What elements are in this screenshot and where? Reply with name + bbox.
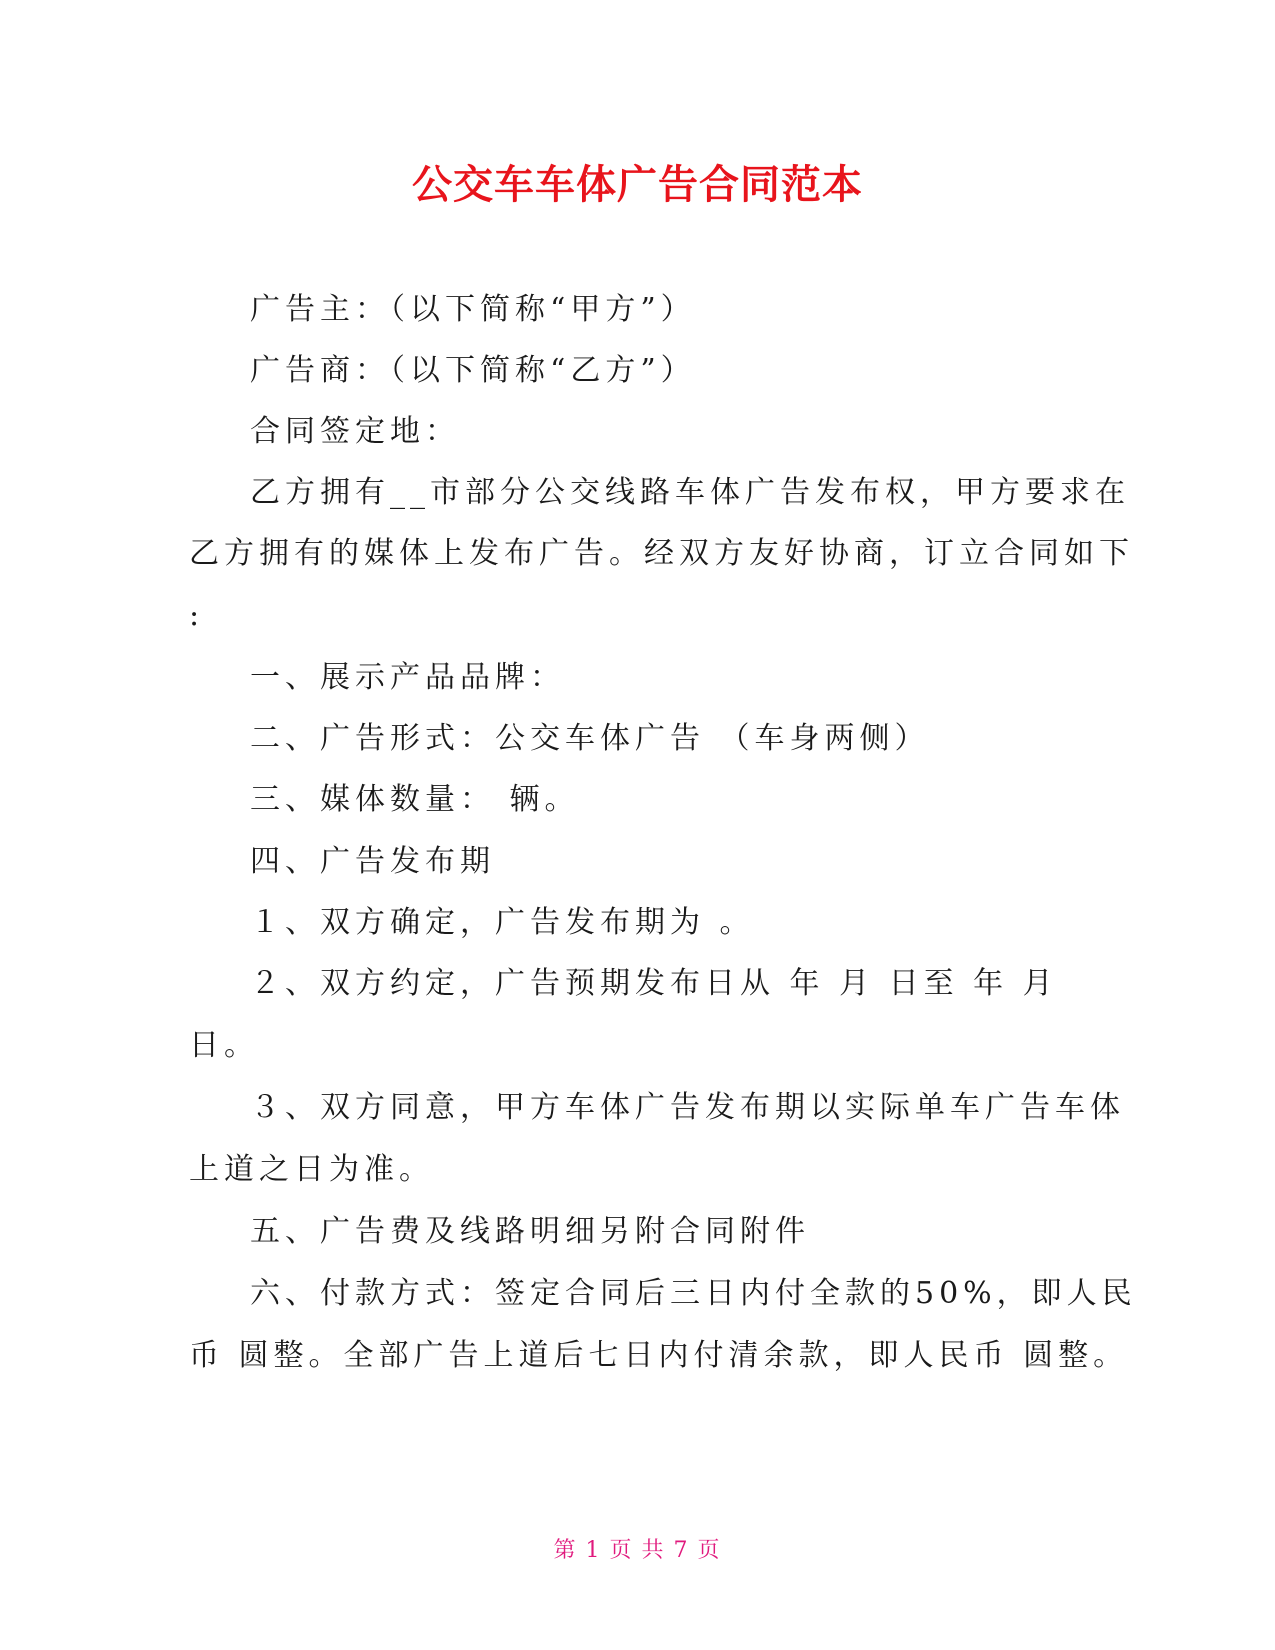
footer-current-page: 1 bbox=[585, 1538, 602, 1563]
clause-5-fees: 五、广告费及线路明细另附合同附件 bbox=[250, 1214, 810, 1249]
clause-4-heading: 四、广告发布期 bbox=[250, 844, 495, 879]
clause-6-payment-line-1: 六、付款方式：签定合同后三日内付全款的50%，即人民 bbox=[250, 1276, 1137, 1311]
clause-4-item-2-line-2: 日。 bbox=[189, 1028, 259, 1063]
clause-4-item-3-line-1: ３、双方同意，甲方车体广告发布期以实际单车广告车体 bbox=[250, 1090, 1125, 1125]
clause-4-item-2-line-1: ２、双方约定，广告预期发布日从 年 月 日至 年 月 bbox=[250, 966, 1058, 1001]
clause-4-item-1: １、双方确定，广告发布期为 。 bbox=[250, 905, 755, 940]
footer-total-unit: 页 bbox=[697, 1538, 722, 1563]
footer-prefix: 第 bbox=[553, 1538, 578, 1563]
intro-paragraph-line-2: 乙方拥有的媒体上发布广告。经双方友好协商，订立合同如下 bbox=[189, 536, 1134, 571]
clause-1-product-brand: 一、展示产品品牌： bbox=[250, 660, 565, 695]
signing-place-line: 合同签定地： bbox=[250, 414, 460, 449]
party-a-line: 广告主：（以下简称“甲方”） bbox=[250, 292, 696, 327]
party-b-line: 广告商：（以下简称“乙方”） bbox=[250, 353, 696, 388]
intro-paragraph-line-1: 乙方拥有__市部分公交线路车体广告发布权，甲方要求在 bbox=[250, 475, 1130, 510]
clause-4-item-3-line-2: 上道之日为准。 bbox=[189, 1152, 434, 1187]
clause-3-media-quantity: 三、媒体数量： 辆。 bbox=[250, 782, 580, 817]
intro-paragraph-line-3: : bbox=[189, 598, 205, 633]
document-title: 公交车车体广告合同范本 bbox=[412, 162, 863, 208]
clause-6-payment-line-2: 币 圆整。全部广告上道后七日内付清余款，即人民币 圆整。 bbox=[189, 1338, 1129, 1373]
footer-total-pages: 7 bbox=[673, 1538, 690, 1563]
footer-total-prefix: 共 bbox=[641, 1538, 666, 1563]
page-footer bbox=[0, 1536, 1275, 1566]
footer-page-unit: 页 bbox=[609, 1538, 634, 1563]
clause-2-ad-form: 二、广告形式：公交车体广告 （车身两侧） bbox=[250, 721, 930, 756]
